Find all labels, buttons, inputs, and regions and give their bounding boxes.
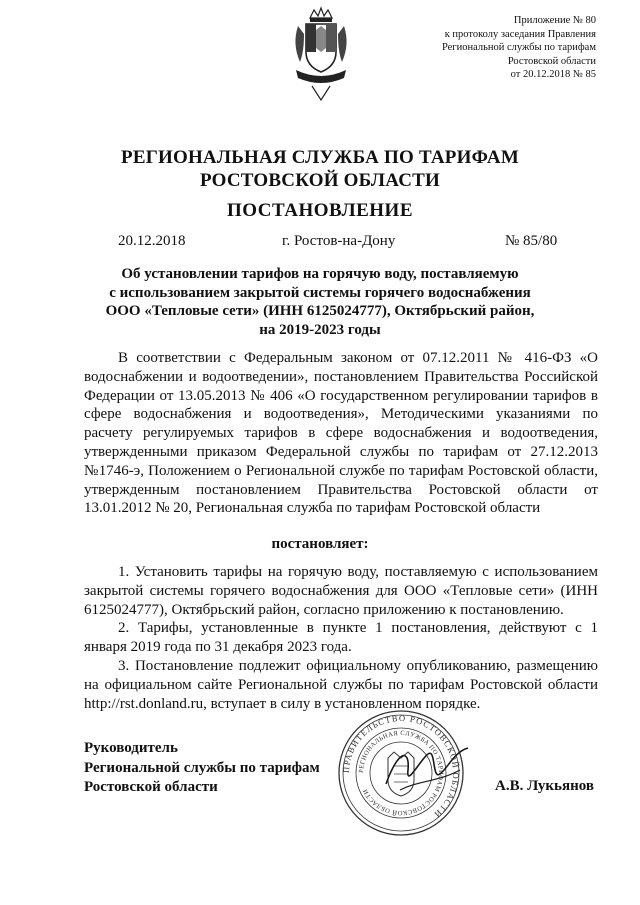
organization-title-line: РЕГИОНАЛЬНАЯ СЛУЖБА ПО ТАРИФАМ — [121, 147, 519, 168]
appendix-line: Региональной службы по тарифам — [441, 42, 596, 53]
appendix-note — [442, 14, 596, 82]
preamble-paragraph: В соответствии с Федеральным законом от 07.12.2011 № 416-ФЗ «О водоснабжении и водоотведении», постановлением Правительства Российской Федерации от 13.05.2013 № 406 «О государственном регулировании тарифов в сфере водоснабжения и водоотведения», Методическими указаниями по расчету регулируемых тарифов в сфере водоснабжения и водоотведения, утвержденными приказом Федеральной службы по тарифам от 27.12.2013 №1746-э, Положением о Региональной службе по тарифам Ростовской области, утвержденным постановлением Правительства Ростовской области от 13.01.2012 № 20, Региональная служба по тарифам Ростовской области — [84, 350, 598, 517]
resolution-point: 3. Постановление подлежит официальному опубликованию, размещению на официальном сайте Региональной службы по тарифам Ростовской области http://rst.donland.ru, вступает в силу в установленном порядке. — [84, 657, 598, 712]
signatory-name: А.В. Лукьянов — [495, 778, 594, 794]
subject-line: Об установлении тарифов на горячую воду, поставляемую — [121, 266, 519, 282]
subject-line: ООО «Тепловые сети» (ИНН 6125024777), Октябрьский район, — [105, 303, 535, 319]
document-type: ПОСТАНОВЛЕНИЕ — [226, 200, 414, 221]
seal-outer-text: ПРАВИТЕЛЬСТВО РОСТОВСКОЙ ОБЛАСТИ — [340, 712, 462, 821]
signatory-position-line: Руководитель — [84, 740, 178, 756]
seal-inner-text: РЕГИОНАЛЬНАЯ СЛУЖБА ПО ТАРИФАМ РОСТОВСКОЙ ОБЛАСТИ — [357, 729, 445, 817]
document-number: № 85/80 — [505, 233, 558, 249]
organization-title — [0, 146, 640, 192]
appendix-line: Ростовской области — [507, 55, 596, 67]
resolution-points — [84, 563, 598, 713]
resolution-point: 1. Установить тарифы на горячую воду, поставляемую с использованием закрытой системы горячего водоснабжения для ООО «Тепловые сети» (ИНН 6125024777), Октябрьский район, согласно приложению к постановлению. — [84, 564, 598, 618]
document-date: 20.12.2018 — [118, 233, 186, 249]
appendix-line: Приложение № 80 — [513, 15, 596, 26]
appendix-line: к протоколу заседания Правления — [444, 28, 596, 40]
appendix-line: от 20.12.2018 № 85 — [510, 69, 596, 80]
signatory-position — [84, 739, 320, 798]
subject-line: на 2019-2023 годы — [259, 321, 381, 338]
document-subject — [60, 265, 580, 339]
resolves-heading: постановляет: — [271, 536, 369, 552]
handwritten-signature — [380, 740, 475, 800]
organization-title-line: РОСТОВСКОЙ ОБЛАСТИ — [199, 170, 440, 191]
subject-line: с использованием закрытой системы горячего водоснабжения — [109, 284, 531, 301]
signatory-position-line: Региональной службы по тарифам — [84, 759, 320, 776]
document-place: г. Ростов-на-Дону — [282, 233, 396, 249]
coat-of-arms-icon — [290, 4, 352, 104]
resolution-point: 2. Тарифы, установленные в пункте 1 постановления, действуют с 1 января 2019 года по 31 декабря 2023 года. — [84, 620, 598, 656]
signatory-position-line: Ростовской области — [84, 779, 218, 795]
